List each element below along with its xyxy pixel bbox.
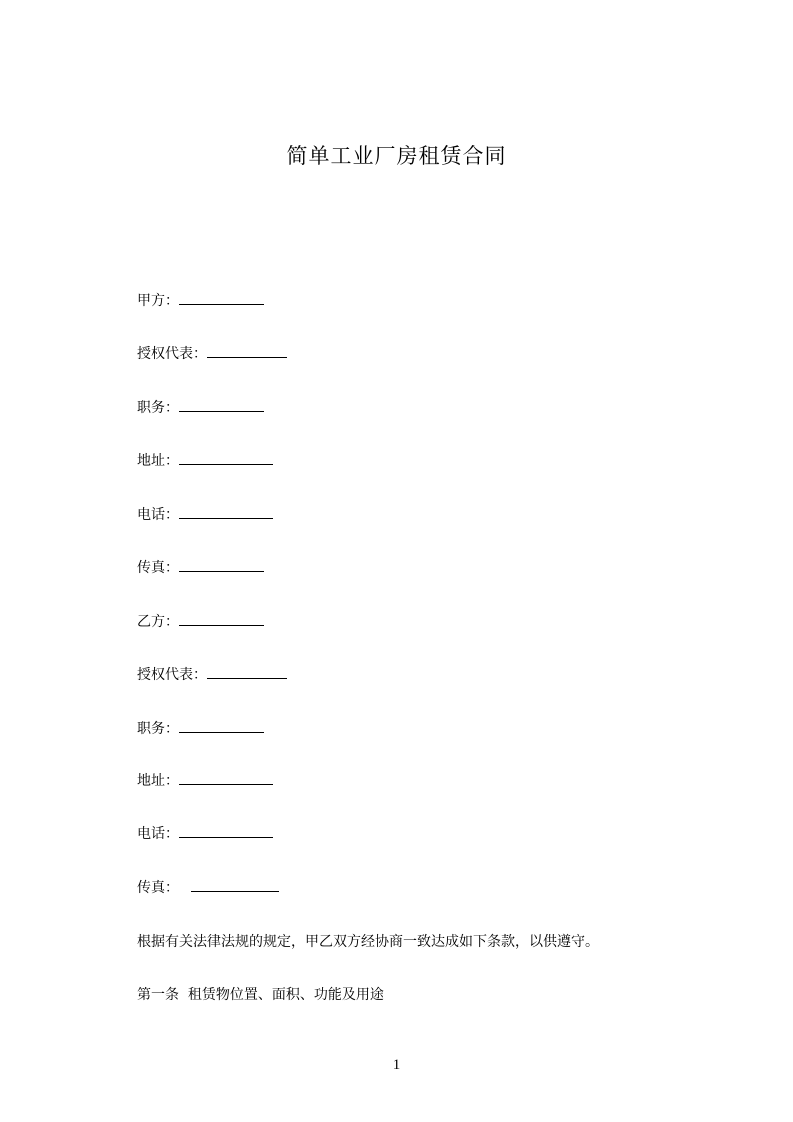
party-a-phone-line — [137, 505, 273, 525]
party-b-phone-blank[interactable] — [179, 824, 273, 838]
party-a-address-label: 地址： — [137, 453, 179, 469]
party-b-fax-line — [137, 878, 279, 898]
party-b-address-label: 地址： — [137, 773, 179, 789]
party-a-rep-blank[interactable] — [207, 344, 287, 358]
party-b-rep-label: 授权代表： — [137, 667, 207, 683]
party-b-rep-blank[interactable] — [207, 665, 287, 679]
party-b-position-label: 职务： — [137, 721, 179, 737]
party-b-line — [137, 612, 264, 632]
document-title: 简单工业厂房租赁合同 — [286, 144, 507, 168]
article-1-heading: 第一条 租赁物位置、面积、功能及用途 — [137, 987, 384, 1003]
party-a-line — [137, 291, 264, 311]
party-b-label: 乙方： — [137, 614, 179, 630]
party-a-address-line — [137, 451, 273, 471]
party-b-phone-line — [137, 824, 273, 844]
party-b-address-blank[interactable] — [179, 771, 273, 785]
party-a-rep-label: 授权代表： — [137, 346, 207, 362]
preamble-paragraph: 根据有关法律法规的规定，甲乙双方经协商一致达成如下条款，以供遵守。 — [137, 934, 599, 950]
party-b-position-blank[interactable] — [179, 719, 264, 733]
party-a-position-line — [137, 398, 264, 418]
party-b-fax-blank[interactable] — [191, 878, 279, 892]
party-a-position-blank[interactable] — [179, 398, 264, 412]
party-b-rep-line — [137, 665, 287, 685]
party-a-fax-blank[interactable] — [179, 558, 264, 572]
party-a-rep-line — [137, 344, 287, 364]
party-a-address-blank[interactable] — [179, 451, 273, 465]
page-number: 1 — [392, 1057, 401, 1073]
party-a-blank[interactable] — [179, 291, 264, 305]
party-a-phone-blank[interactable] — [179, 505, 273, 519]
party-b-address-line — [137, 771, 273, 791]
party-b-phone-label: 电话： — [137, 826, 179, 842]
party-b-fax-label: 传真： — [137, 880, 179, 896]
party-a-position-label: 职务： — [137, 400, 179, 416]
party-a-fax-label: 传真： — [137, 560, 179, 576]
party-b-blank[interactable] — [179, 612, 264, 626]
party-a-fax-line — [137, 558, 264, 578]
party-b-position-line — [137, 719, 264, 739]
party-a-label: 甲方： — [137, 293, 179, 309]
party-a-phone-label: 电话： — [137, 507, 179, 523]
